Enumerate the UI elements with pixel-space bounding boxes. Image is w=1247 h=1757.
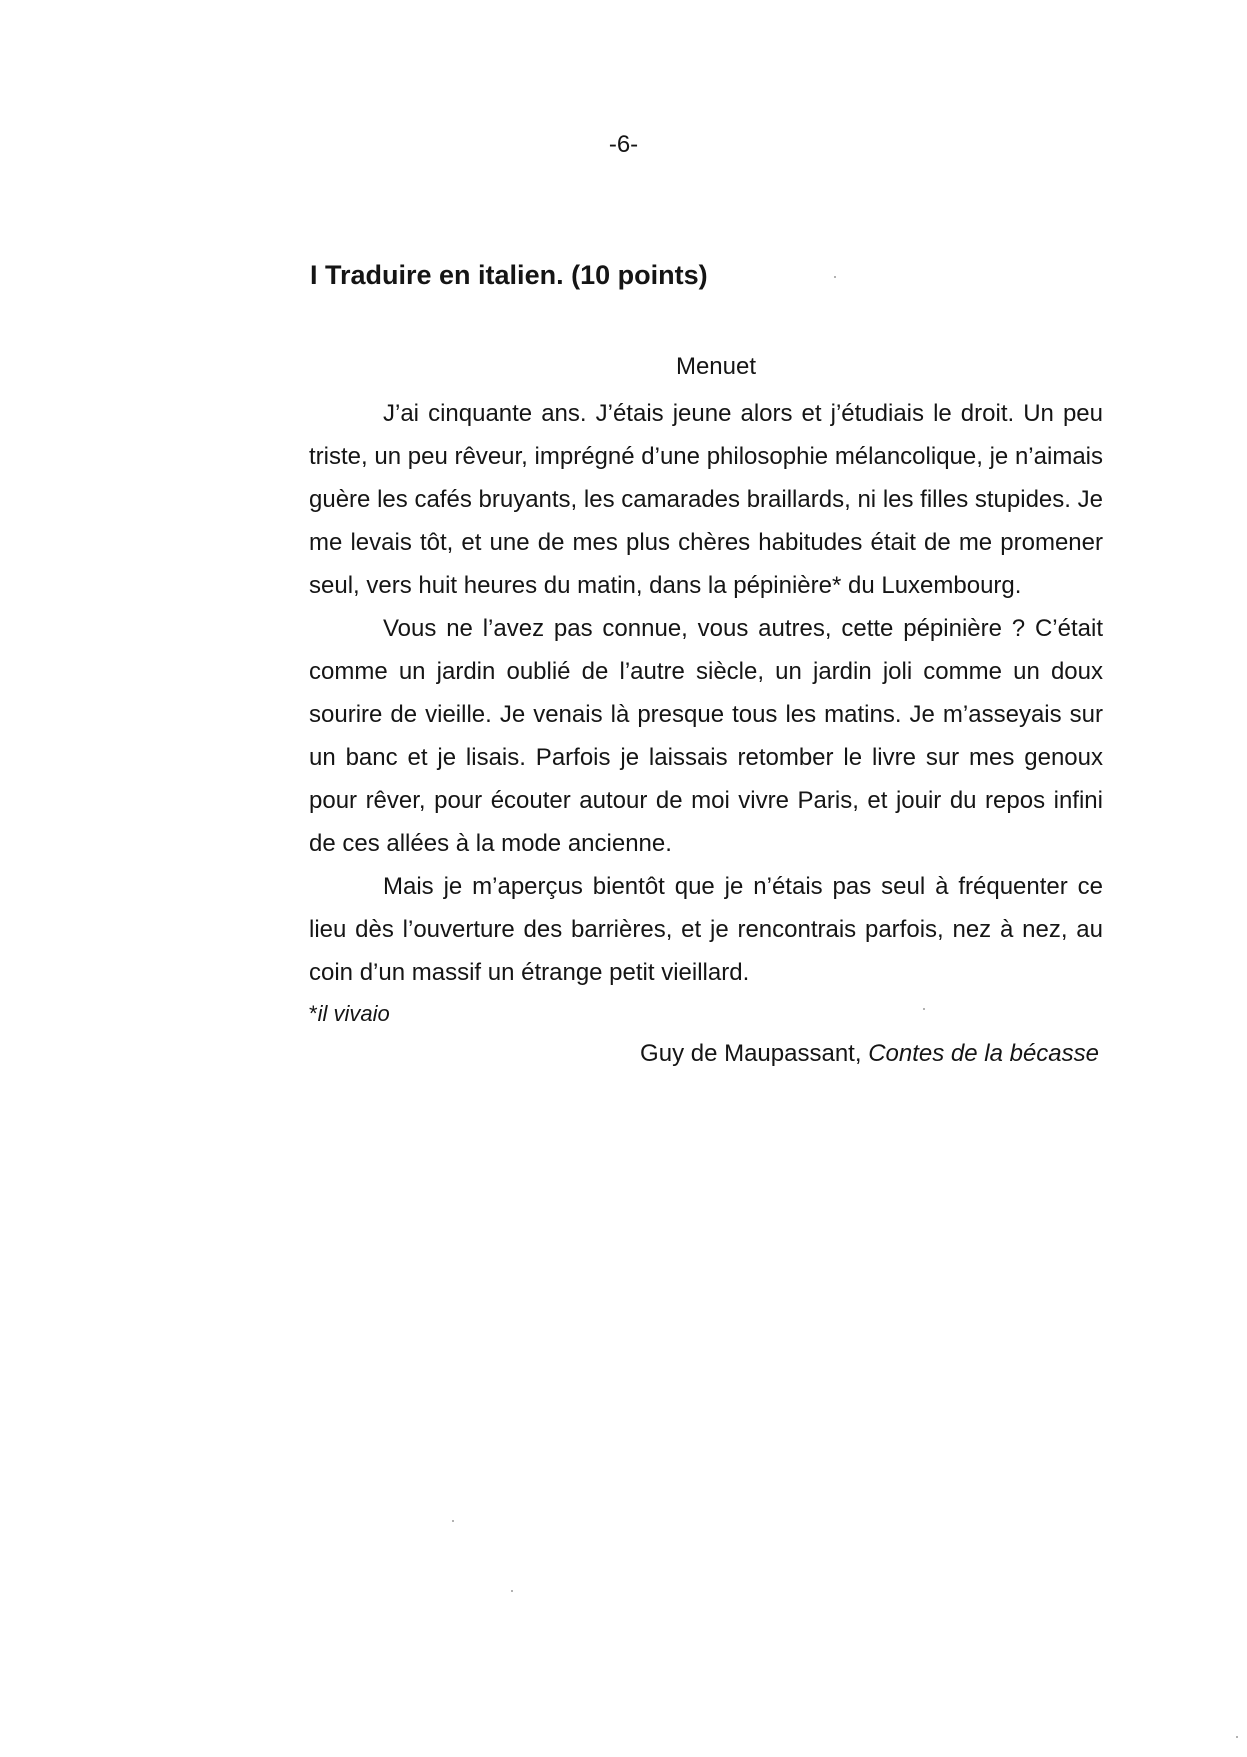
footnote-mark: * xyxy=(309,1001,318,1026)
translation-passage xyxy=(309,350,1103,1074)
section-title: I Traduire en italien. (10 points) xyxy=(310,260,708,290)
paragraph-1: J’ai cinquante ans. J’étais jeune alors et j’étudiais le droit. Un peu triste, un peu rêveur, imprégné d’une philosophie mélancolique, je n’aimais guère les cafés bruyants, les camarades braillards, ni les filles stupides. Je me levais tôt, et une de mes plus chères habitudes était de me promener seul, vers huit heures du matin, dans la pépinière* du Luxembourg. xyxy=(309,400,1103,599)
attribution xyxy=(309,1034,1103,1074)
attribution-work: Contes de la bécasse xyxy=(868,1040,1099,1067)
footnote-text: il vivaio xyxy=(317,1001,390,1026)
paragraph-3: Mais je m’aperçus bientôt que je n’étais pas seul à fréquenter ce lieu dès l’ouverture des barrières, et je rencontrais parfois, nez à nez, au coin d’un massif un étrange petit vieillard. xyxy=(309,873,1103,986)
passage-title: Menuet xyxy=(675,353,757,380)
scan-speck xyxy=(834,276,836,278)
page-number: -6- xyxy=(608,131,639,158)
scan-speck xyxy=(1236,1736,1238,1738)
scan-speck xyxy=(452,1520,454,1522)
attribution-author: Guy de Maupassant, xyxy=(640,1040,862,1067)
scan-speck xyxy=(923,1008,925,1010)
footnote xyxy=(309,994,1103,1034)
paragraph-2: Vous ne l’avez pas connue, vous autres, cette pépinière ? C’était comme un jardin oublié de l’autre siècle, un jardin joli comme un doux sourire de vieille. Je venais là presque tous les matins. Je m’asseyais sur un banc et je lisais. Parfois je laissais retomber le livre sur mes genoux pour rêver, pour écouter autour de moi vivre Paris, et jouir du repos infini de ces allées à la mode ancienne. xyxy=(309,615,1103,857)
scan-speck xyxy=(511,1590,513,1592)
